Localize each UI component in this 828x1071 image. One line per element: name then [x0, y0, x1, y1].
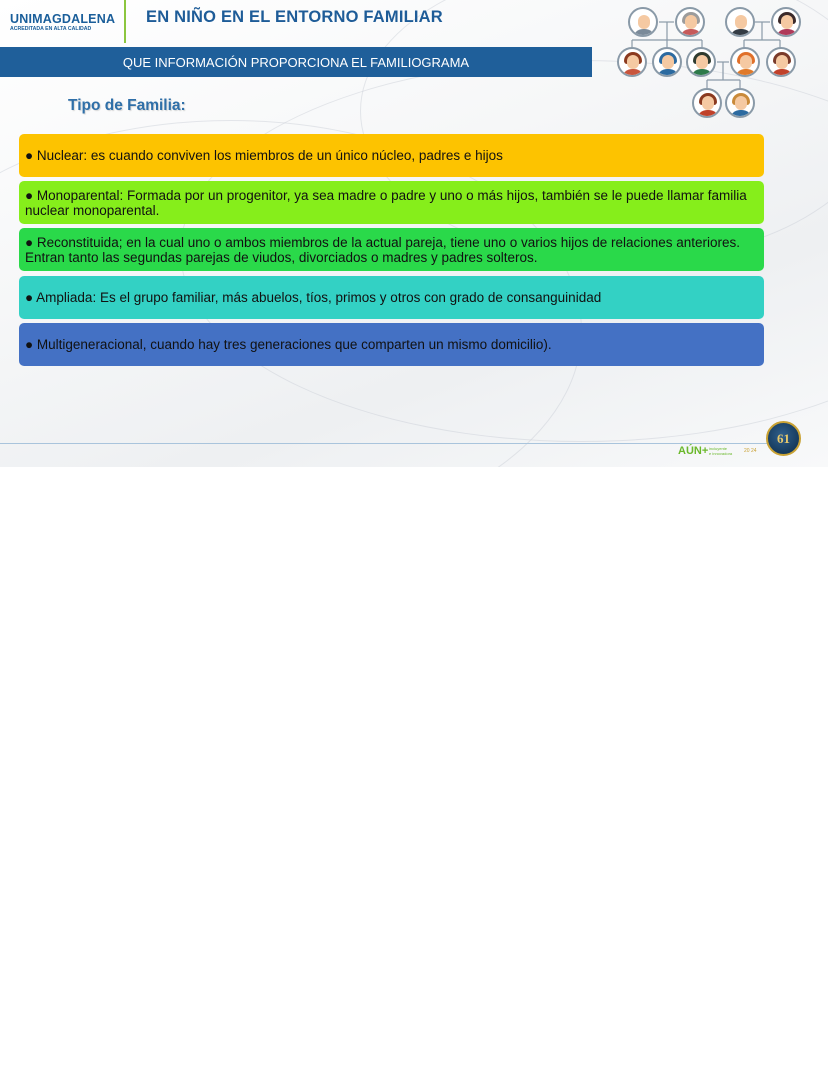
- logo-name: UNIMAGDALENA: [10, 12, 116, 26]
- family-type-text: ● Reconstituida; en la cual uno o ambos miembros de la actual pareja, tiene uno o varios hijos de relaciones anteriores. Entran tanto las segundas parejas de viudos, divorciados o madres y padres solteros.: [25, 234, 741, 265]
- family-type-text: ● Nuclear: es cuando conviven los miembros de un único núcleo, padres e hijos: [25, 148, 503, 163]
- family-type-multigeneracional: [19, 323, 764, 366]
- grandfather-avatar: [725, 7, 755, 37]
- brand-year: 20 24: [744, 448, 757, 454]
- family-type-text: ● Multigeneracional, cuando hay tres generaciones que comparten un mismo domicilio).: [25, 337, 552, 352]
- brand-tagline: [709, 446, 732, 456]
- family-type-text: ● Monoparental: Formada por un progenitor, ya sea madre o padre y uno o más hijos, también se le puede llamar familia nuclear monoparental.: [25, 187, 747, 218]
- uncle-avatar: [766, 47, 796, 77]
- family-type-monoparental: [19, 181, 764, 224]
- uncle-avatar: [652, 47, 682, 77]
- family-tree-illustration: [612, 2, 808, 120]
- logo-divider: [124, 0, 126, 43]
- logo-subtitle: ACREDITADA EN ALTA CALIDAD: [10, 26, 92, 32]
- badge-number: 61: [777, 430, 790, 446]
- brand-tagline-line: e innovadora: [709, 451, 733, 456]
- brand-tagline-line: incluyente: [709, 446, 728, 451]
- family-type-ampliada: [19, 276, 764, 319]
- grandfather-avatar: [628, 7, 658, 37]
- mother-avatar: [730, 47, 760, 77]
- anniversary-badge: [766, 421, 801, 456]
- footer-divider: [0, 443, 770, 444]
- daughter-avatar: [692, 88, 722, 118]
- section-band-text: QUE INFORMACIÓN PROPORCIONA EL FAMILIOGRAMA: [122, 54, 470, 70]
- university-logo: [10, 12, 122, 33]
- slide: [0, 0, 828, 467]
- family-type-nuclear: [19, 134, 764, 177]
- section-band: [0, 47, 592, 77]
- son-avatar: [725, 88, 755, 118]
- page-title: EN NIÑO EN EL ENTORNO FAMILIAR: [146, 8, 443, 26]
- family-type-text: ● Ampliada: Es el grupo familiar, más abuelos, tíos, primos y otros con grado de consanguinidad: [25, 290, 602, 305]
- family-type-reconstituida: [19, 228, 764, 271]
- section-subtitle: Tipo de Familia:: [68, 97, 186, 114]
- brand-logo: AÚN+: [678, 445, 709, 457]
- aunt-avatar: [617, 47, 647, 77]
- grandmother-avatar: [771, 7, 801, 37]
- grandmother-avatar: [675, 7, 705, 37]
- father-avatar: [686, 47, 716, 77]
